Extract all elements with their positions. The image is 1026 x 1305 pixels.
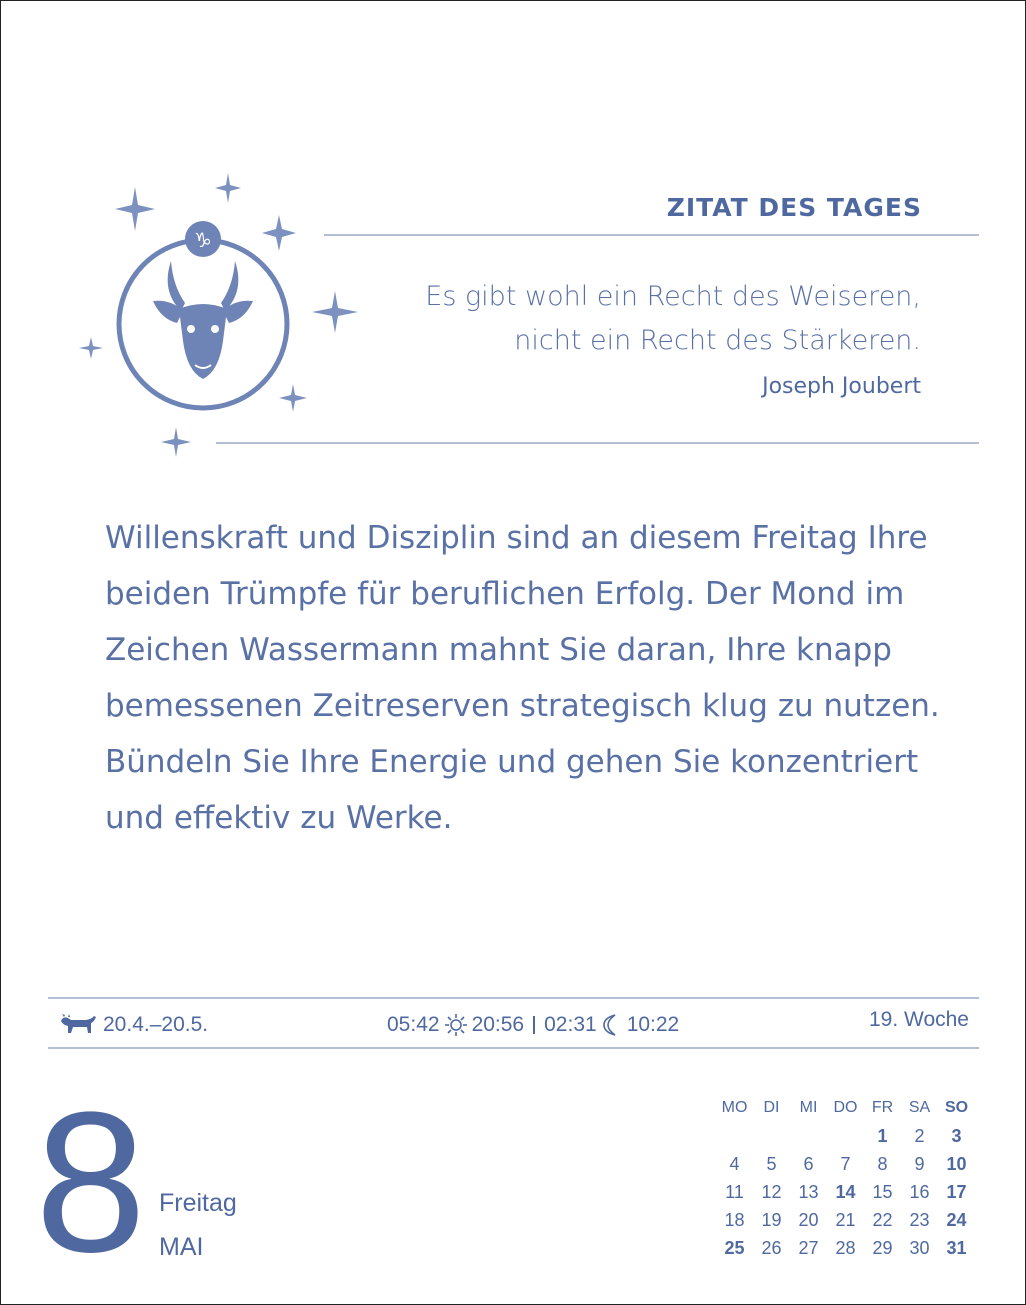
zodiac-range-text: 20.4.–20.5. [103,1013,209,1036]
calendar-day: 27 [798,1237,819,1258]
calendar-day: 22 [872,1209,893,1230]
horoscope-line: Zeichen Wassermann mahnt Sie daran, Ihre knapp [105,632,892,668]
sun-icon [444,1013,468,1037]
calendar-day: 1 [877,1125,888,1146]
calendar-day: 13 [798,1181,819,1202]
quote-author: Joseph Joubert [762,374,921,399]
calendar-day: 10 [946,1153,967,1174]
calendar-day: 31 [946,1237,967,1258]
weekday-header: SA [908,1099,931,1116]
quote-heading: ZITAT DES TAGES [666,193,922,222]
week-number: 19. Woche [868,1008,969,1031]
calendar-day: 28 [835,1237,856,1258]
calendar-day: 25 [724,1237,745,1258]
calendar-day: 26 [761,1237,782,1258]
horoscope-line: Bündeln Sie Ihre Energie und gehen Sie konzentriert [105,744,919,780]
weekday-header: DI [763,1099,780,1116]
month: MAI [159,1233,204,1261]
quote-text [425,275,921,363]
calendar-day: 3 [951,1125,962,1146]
weekday-header: MI [799,1099,818,1116]
info-rule-top [48,997,979,999]
calendar-day: 7 [840,1153,851,1174]
calendar-day: 11 [725,1181,744,1202]
quote-rule-bottom [216,442,979,444]
horoscope-line: Willenskraft und Disziplin sind an diesem Freitag Ihre [105,520,928,556]
calendar-day: 15 [872,1181,893,1202]
calendar-day: 16 [909,1181,930,1202]
calendar-day: 30 [909,1237,930,1258]
calendar-day: 19 [761,1209,782,1230]
calendar-week [716,1234,975,1262]
calendar-week [716,1206,975,1234]
mini-calendar-header [716,1094,975,1122]
quote-rule-top [324,234,979,236]
calendar-day: 6 [803,1153,814,1174]
sun-moon-times [387,1008,679,1042]
separator [533,1016,535,1034]
crescent-moon-icon [601,1013,623,1037]
quote-line: nicht ein Recht des Stärkeren. [514,325,921,356]
quote-line: Es gibt wohl ein Recht des Weiseren, [425,281,921,312]
info-rule-bottom [48,1047,979,1049]
weekday: Freitag [159,1189,237,1217]
horoscope-line: beiden Trümpfe für beruflichen Erfolg. Der Mond im [105,576,905,612]
calendar-day: 2 [914,1125,925,1146]
day-number: 8 [35,1071,147,1294]
horoscope-text [105,510,945,846]
calendar-day: 4 [729,1153,740,1174]
horoscope-line: und effektiv zu Werke. [105,800,453,836]
calendar-day: 18 [724,1209,745,1230]
mini-calendar [716,1094,975,1262]
zodiac-range [59,1008,208,1042]
calendar-day: 8 [877,1153,888,1174]
weekday-header: DO [833,1099,858,1116]
calendar-day: 23 [909,1209,930,1230]
weekday-header: SO [944,1099,969,1116]
weekday-header: FR [871,1099,894,1116]
sunset-time: 20:56 [471,1013,525,1036]
moonset-time: 10:22 [626,1013,680,1036]
horoscope-line: bemessenen Zeitreserven strategisch klug zu nutzen. [105,688,940,724]
calendar-week [716,1122,975,1150]
calendar-day: 20 [798,1209,819,1230]
calendar-week [716,1178,975,1206]
capricorn-emblem [73,171,363,461]
calendar-day: 5 [766,1153,777,1174]
calendar-day: 9 [914,1153,925,1174]
calendar-day: 14 [835,1181,856,1202]
calendar-day: 12 [761,1181,782,1202]
calendar-day: 29 [872,1237,893,1258]
svg-text:♑: ♑ [194,228,212,252]
sunrise-time: 05:42 [387,1013,440,1036]
calendar-week [716,1150,975,1178]
weekday-header: MO [721,1099,748,1116]
calendar-day: 21 [835,1209,856,1230]
calendar-day: 17 [946,1181,967,1202]
ibex-head-icon [153,261,253,379]
calendar-day: 24 [946,1209,967,1230]
moonrise-time: 02:31 [544,1013,597,1036]
bull-icon [59,1013,97,1037]
